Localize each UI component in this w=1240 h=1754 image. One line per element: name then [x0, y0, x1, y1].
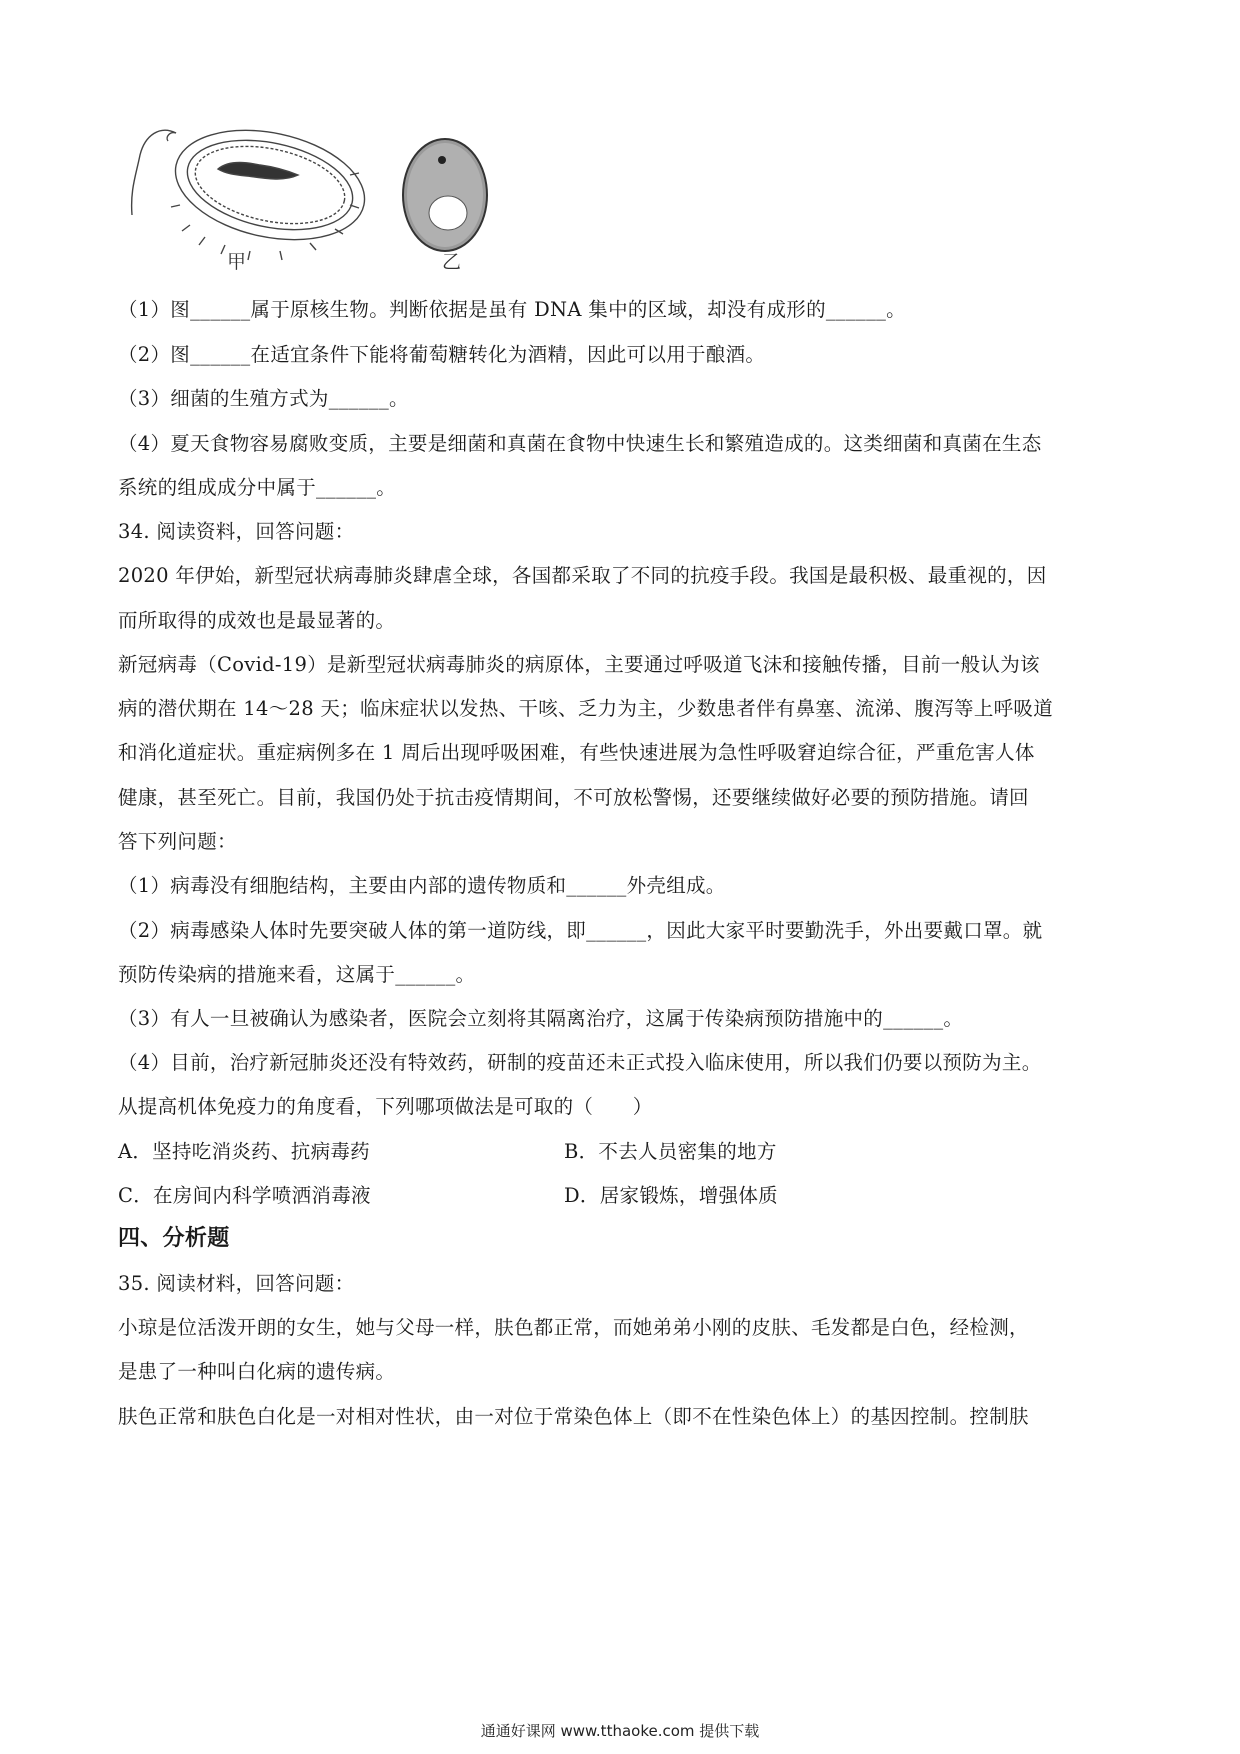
question-number: 35. 阅读材料，回答问题：	[118, 1272, 355, 1295]
text-line: （4）目前，治疗新冠肺炎还没有特效药，研制的疫苗还未正式投入临床使用，所以我们仍要以预防为主。	[118, 1051, 1042, 1074]
question-number: 34. 阅读资料，回答问题：	[118, 520, 355, 543]
section-heading: 四、分析题	[118, 1226, 230, 1251]
option-a: A．坚持吃消炎药、抗病毒药	[118, 1140, 370, 1163]
text-line: （1）图______属于原核生物。判断依据是虽有 DNA 集中的区域，却没有成形的______。	[118, 298, 906, 321]
text-line: 答下列问题：	[118, 830, 237, 853]
text-line: 新冠病毒（Covid-19）是新型冠状病毒肺炎的病原体，主要通过呼吸道飞沫和接触传播，目前一般认为该	[118, 653, 1040, 676]
figure-label-yi: 乙	[442, 251, 462, 273]
text-line: 预防传染病的措施来看，这属于______。	[118, 963, 476, 986]
text-line: 2020 年伊始，新型冠状病毒肺炎肆虐全球，各国都采取了不同的抗疫手段。我国是最积极、最重视的，因	[118, 564, 1047, 587]
text-line: 肤色正常和肤色白化是一对相对性状，由一对位于常染色体上（即不在性染色体上）的基因控制。控制肤	[118, 1405, 1029, 1428]
text-line: （2）图______在适宜条件下能将葡萄糖转化为酒精，因此可以用于酿酒。	[118, 343, 766, 366]
figure-label-jia: 甲	[227, 251, 247, 273]
option-c: C．在房间内科学喷洒消毒液	[118, 1184, 371, 1207]
text-line: 从提高机体免疫力的角度看，下列哪项做法是可取的（ ）	[118, 1095, 653, 1118]
text-line: 而所取得的成效也是最显著的。	[118, 609, 396, 632]
text-line: 和消化道症状。重症病例多在 1 周后出现呼吸困难，有些快速进展为急性呼吸窘迫综合征，严重危害人体	[118, 741, 1035, 764]
text-line: （4）夏天食物容易腐败变质，主要是细菌和真菌在食物中快速生长和繁殖造成的。这类细菌和真菌在生态	[118, 432, 1042, 455]
option-b: B．不去人员密集的地方	[564, 1140, 777, 1163]
text-line: （2）病毒感染人体时先要突破人体的第一道防线，即______，因此大家平时要勤洗手，外出要戴口罩。就	[118, 919, 1043, 942]
yeast-drawing	[403, 139, 487, 251]
text-line: 病的潜伏期在 14～28 天；临床症状以发热、干咳、乏力为主，少数患者伴有鼻塞、流涕、腹泻等上呼吸道	[118, 697, 1054, 720]
text-line: 健康，甚至死亡。目前，我国仍处于抗击疫情期间，不可放松警惕，还要继续做好必要的预防措施。请回	[118, 786, 1029, 809]
option-row	[118, 1139, 777, 1165]
page-footer: 通通好课网 www.tthaoke.com 提供下载	[480, 1722, 760, 1740]
text-line: 系统的组成成分中属于______。	[118, 476, 397, 499]
text-line: 小琼是位活泼开朗的女生，她与父母一样，肤色都正常，而她弟弟小刚的皮肤、毛发都是白色，经检测，	[118, 1316, 1029, 1339]
microbe-illustrations	[110, 105, 570, 305]
text-line: （3）细菌的生殖方式为______。	[118, 387, 409, 410]
option-row	[118, 1183, 778, 1209]
option-d: D．居家锻炼，增强体质	[564, 1184, 778, 1207]
text-line: （1）病毒没有细胞结构，主要由内部的遗传物质和______外壳组成。	[118, 874, 726, 897]
text-line: （3）有人一旦被确认为感染者，医院会立刻将其隔离治疗，这属于传染病预防措施中的______。	[118, 1007, 964, 1030]
bacterium-drawing	[132, 114, 375, 260]
text-line: 是患了一种叫白化病的遗传病。	[118, 1360, 396, 1383]
figure-area	[110, 105, 570, 305]
